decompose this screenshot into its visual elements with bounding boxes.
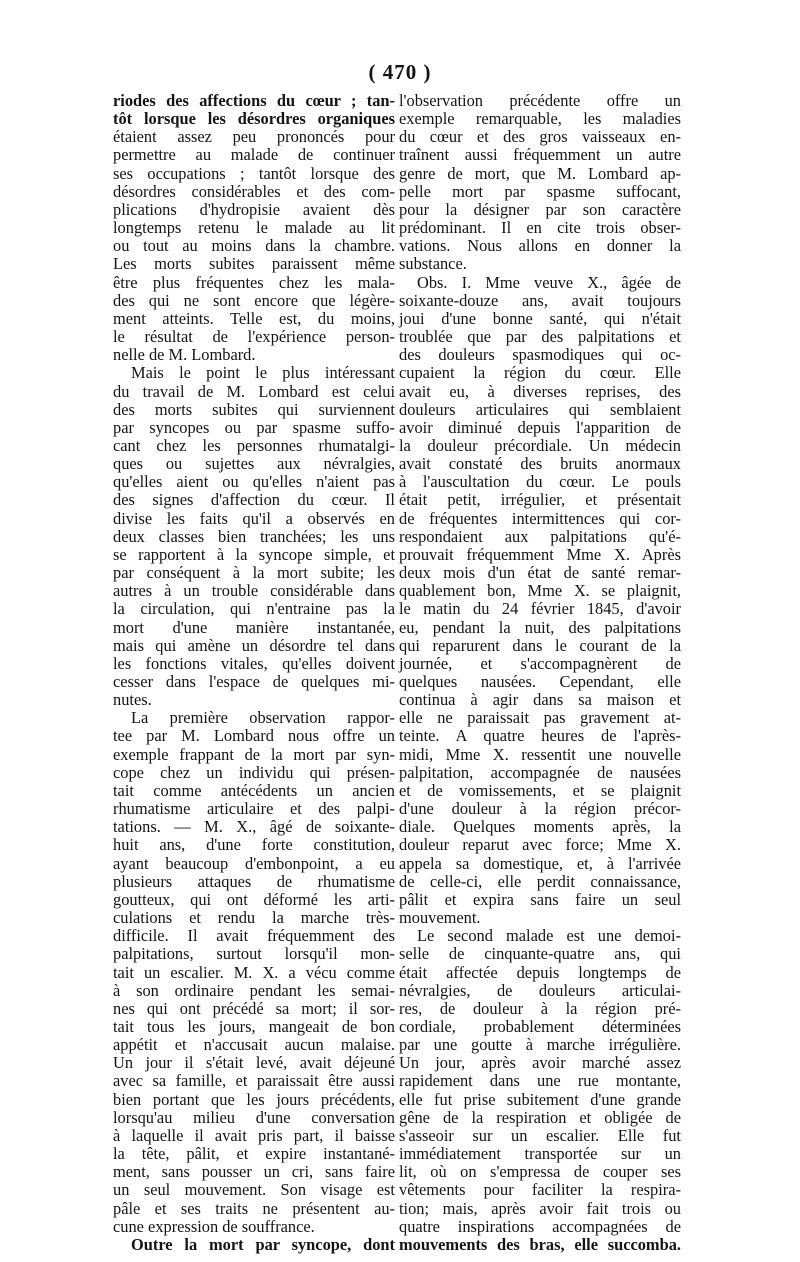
text-line: le résultat de l'expérience person-	[113, 327, 395, 347]
text-line: genre de mort, que M. Lombard ap-	[399, 163, 681, 183]
text-line: tait tous les jours, mangeait de bon	[113, 1016, 395, 1036]
text-line: douleurs articulaires qui semblaient	[399, 399, 681, 419]
text-line: midi, Mme X. ressentit une nouvelle	[399, 744, 681, 764]
text-line: quelques nausées. Cependant, elle	[399, 672, 681, 691]
text-line: deux classes bien tranchées; les uns	[113, 526, 395, 546]
text-line: prouvait fréquemment Mme X. Après	[399, 544, 681, 564]
text-line: palpitations, surtout lorsqu'il mon-	[113, 944, 395, 964]
text-line: cupaient la région du cœur. Elle	[399, 363, 681, 383]
text-line: bien portant que les jours précédents,	[113, 1089, 395, 1109]
text-line: et de vomissements, et se plaignit	[399, 780, 681, 800]
text-line: autres à un trouble considérable dans	[113, 581, 395, 601]
text-line: à laquelle il avait pris part, il baisse	[113, 1125, 395, 1145]
text-line: Les morts subites paraissent même	[113, 254, 395, 274]
text-line: Un jour, après avoir marché assez	[399, 1053, 681, 1073]
text-line: diale. Quelques moments après, la	[399, 817, 681, 837]
text-line: divise les faits qu'il a observés en	[113, 508, 395, 528]
text-line: joui d'une bonne santé, qui n'était	[399, 308, 681, 328]
text-line: pâlit et expira sans faire un seul	[399, 889, 681, 909]
text-line: par une goutte à marche irrégulière.	[399, 1035, 681, 1055]
text-line: cordiale, probablement déterminées	[399, 1016, 681, 1036]
text-line: elle fut prise subitement d'une grande	[399, 1089, 681, 1109]
page-number: ( 470 )	[368, 60, 432, 84]
text-line: Le second malade est une demoi-	[417, 926, 681, 946]
text-line: ques ou sujettes aux névralgies,	[113, 454, 395, 474]
text-line: goutteux, qui ont déformé les arti-	[113, 889, 395, 909]
text-line: tations. — M. X., âgé de soixante-	[113, 817, 395, 837]
text-line: avoir diminué depuis l'apparition de	[399, 417, 681, 437]
text-line: gêne de la respiration et obligée de	[399, 1107, 681, 1127]
text-line: ment, sans pousser un cri, sans faire	[113, 1162, 395, 1182]
text-line: continua à agir dans sa maison et	[399, 690, 681, 710]
text-line: ou tout au moins dans la chambre.	[113, 236, 395, 256]
text-line: traînent aussi fréquemment un autre	[399, 145, 681, 165]
text-line: plusieurs attaques de rhumatisme	[113, 871, 395, 891]
text-line: la douleur précordiale. Un médecin	[399, 435, 681, 455]
text-line: des douleurs spasmodiques qui oc-	[399, 345, 681, 365]
text-line: riodes des affections du cœur ; tan-	[113, 91, 395, 110]
text-line: la circulation, qui n'entraine pas la	[113, 599, 395, 619]
text-line: mouvements des bras, elle succomba.	[399, 1234, 681, 1254]
text-line: se rapportent à la syncope simple, et	[113, 544, 395, 564]
text-line: tion; mais, après avoir fait trois ou	[399, 1198, 681, 1218]
text-line: appela sa domestique, et, à l'arrivée	[399, 853, 681, 873]
text-line: un seul mouvement. Son visage est	[113, 1180, 395, 1200]
text-line: étaient assez peu prononcés pour	[113, 127, 395, 147]
text-line: res, de douleur à la région pré-	[399, 998, 681, 1018]
text-line: eu, pendant la nuit, des palpitations	[399, 617, 681, 637]
text-line: ment atteints. Telle est, du moins,	[113, 308, 395, 328]
text-line: selle de cinquante-quatre ans, qui	[399, 944, 681, 964]
text-line: Un jour il s'était levé, avait déjeuné	[113, 1053, 395, 1073]
text-line: Mais le point le plus intéressant	[131, 363, 395, 383]
text-line: des signes d'affection du cœur. Il	[113, 490, 395, 510]
text-line: de celle-ci, elle perdit connaissance,	[399, 871, 681, 891]
text-line: qu'elles aient ou qu'elles n'aient pas	[113, 472, 395, 492]
text-line: mais qui amène un désordre tel dans	[113, 635, 395, 655]
text-line: prédominant. Il en cite trois obser-	[399, 218, 681, 238]
text-line: les fonctions vitales, qu'elles doivent	[113, 653, 395, 673]
text-line: était petit, irrégulier, et présentait	[399, 490, 681, 510]
text-line: deux mois d'un état de santé remar-	[399, 563, 681, 583]
text-line: tôt lorsque les désordres organiques	[113, 109, 395, 129]
text-line: avait eu, à diverses reprises, des	[399, 381, 681, 401]
text-line: nes qui ont précédé sa mort; il sor-	[113, 998, 395, 1018]
text-line: longtemps retenu le malade au lit	[113, 218, 395, 238]
text-line: teinte. A quatre heures de l'après-	[399, 726, 681, 746]
text-line: le matin du 24 février 1845, d'avoir	[399, 599, 681, 619]
text-line: substance.	[399, 254, 467, 274]
text-line: palpitation, accompagnée de nausées	[399, 762, 681, 782]
text-line: ayant beaucoup d'embonpoint, a eu	[113, 853, 395, 873]
text-line: troublée que par des palpitations et	[399, 327, 681, 347]
text-line: appétit et n'accusait aucun malaise.	[113, 1035, 395, 1055]
text-line: pour la désigner par son caractère	[399, 199, 681, 219]
text-line: huit ans, d'une forte constitution,	[113, 835, 395, 855]
text-line: des morts subites qui surviennent	[113, 399, 395, 419]
text-line: tait un escalier. M. X. a vécu comme	[113, 962, 395, 982]
text-line: avec sa famille, et paraissait être aussi	[113, 1071, 395, 1091]
text-line: douleur reparut avec force; Mme X.	[399, 835, 681, 855]
text-line: journée, et s'accompagnèrent de	[399, 653, 681, 673]
text-line: permettre au malade de continuer	[113, 145, 395, 165]
text-line: Outre la mort par syncope, dont	[131, 1234, 395, 1254]
text-line: cune expression de souffrance.	[113, 1216, 315, 1236]
text-line: par syncopes ou par spasme suffo-	[113, 417, 395, 437]
text-line: des qui ne sont encore que légère-	[113, 290, 395, 310]
text-line: plications d'hydropisie avaient dès	[113, 199, 395, 219]
text-line: nutes.	[113, 690, 152, 710]
text-line: à l'auscultation du cœur. Le pouls	[399, 472, 681, 492]
text-line: exemple frappant de la mort par syn-	[113, 744, 395, 764]
text-line: cant chez les personnes rhumatalgi-	[113, 435, 395, 455]
text-line: l'observation précédente offre un	[399, 91, 681, 110]
text-line: La première observation rappor-	[131, 708, 395, 728]
text-line: mort d'une manière instantanée,	[113, 617, 395, 637]
left-text-column	[113, 92, 395, 1254]
text-line: tee par M. Lombard nous offre un	[113, 726, 395, 746]
text-line: exemple remarquable, les maladies	[399, 109, 681, 129]
text-line: la tête, pâlit, et expire instantané-	[113, 1144, 395, 1164]
text-line: par conséquent à la mort subite; les	[113, 563, 395, 583]
text-line: cesser dans l'espace de quelques mi-	[113, 672, 395, 691]
text-line: lit, où on s'empressa de couper ses	[399, 1162, 681, 1182]
text-line: désordres considérables et des com-	[113, 181, 395, 201]
text-line: ses occupations ; tantôt lorsque des	[113, 163, 395, 183]
text-line: à son ordinaire pendant les semai-	[113, 980, 395, 1000]
text-line: cope chez un individu qui présen-	[113, 762, 395, 782]
text-line: pelle mort par spasme suffocant,	[399, 181, 681, 201]
text-line: être plus fréquentes chez les mala-	[113, 272, 395, 292]
text-line: vations. Nous allons en donner la	[399, 236, 681, 256]
text-line: respondaient aux palpitations qu'é-	[399, 526, 681, 546]
text-line: immédiatement transportée sur un	[399, 1144, 681, 1164]
text-line: quablement bon, Mme X. se plaignit,	[399, 581, 681, 601]
text-line: tait comme antécédents un ancien	[113, 780, 395, 800]
text-line: soixante-douze ans, avait toujours	[399, 290, 681, 310]
text-line: de fréquentes intermittences qui cor-	[399, 508, 681, 528]
text-line: culations et rendu la marche très-	[113, 908, 395, 928]
text-line: Obs. I. Mme veuve X., âgée de	[417, 272, 681, 292]
text-line: lorsqu'au milieu d'une conversation	[113, 1107, 395, 1127]
text-line: était affectée depuis longtemps de	[399, 962, 681, 982]
text-line: difficile. Il avait fréquemment des	[113, 926, 395, 946]
text-line: pâle et ses traits ne présentent au-	[113, 1198, 395, 1218]
right-text-column	[399, 92, 681, 1254]
text-line: rapidement dans une rue montante,	[399, 1071, 681, 1091]
text-line: du cœur et des gros vaisseaux en-	[399, 127, 681, 147]
text-line: névralgies, de douleurs articulai-	[399, 980, 681, 1000]
text-line: elle ne paraissait pas gravement at-	[399, 708, 681, 728]
text-line: quatre inspirations accompagnées de	[399, 1216, 681, 1236]
text-line: avait constaté des bruits anormaux	[399, 454, 681, 474]
text-line: s'asseoir sur un escalier. Elle fut	[399, 1125, 681, 1145]
text-line: mouvement.	[399, 908, 481, 928]
text-line: rhumatisme articulaire et des palpi-	[113, 799, 395, 819]
text-line: nelle de M. Lombard.	[113, 345, 256, 365]
text-line: vêtements pour faciliter la respira-	[399, 1180, 681, 1200]
text-line: du travail de M. Lombard est celui	[113, 381, 395, 401]
text-line: qui reparurent dans le courant de la	[399, 635, 681, 655]
text-line: d'une douleur à la région précor-	[399, 799, 681, 819]
